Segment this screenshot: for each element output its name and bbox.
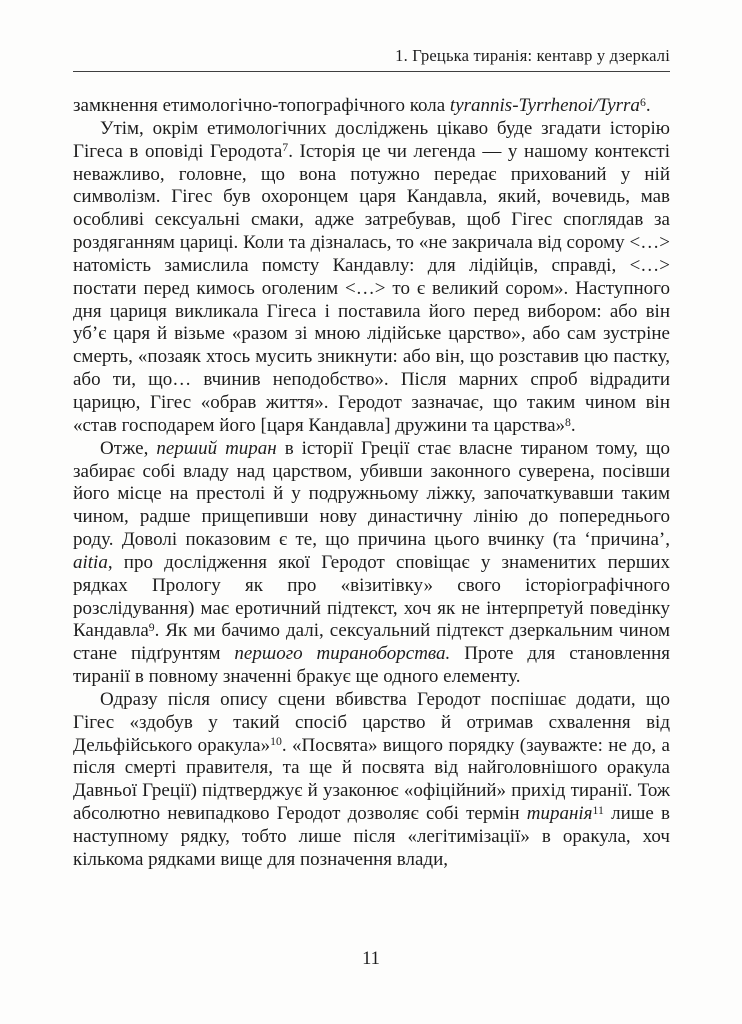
text-run: . (570, 414, 576, 436)
text-run: Утім, окрім етимологічних досліджень цікаво буде згадати історію Гігеса в оповіді Геродота (73, 117, 670, 162)
paragraph-4 (73, 689, 670, 872)
text-run: Проте для становлення тиранії в повному значенні бракує ще одного елементу. (73, 643, 670, 688)
page-number: 11 (362, 949, 380, 969)
emphasis-text-run: перший тиран (156, 437, 277, 459)
footnote-ref: 9 (148, 621, 155, 635)
text-run: Отже, (100, 437, 157, 459)
text-run: Одразу після опису сцени вбивства Геродот поспішає додати, що Гігес «здобув у такий спосіб царство й отримав схвалення від Дельфійського оракула» (73, 688, 670, 756)
footnote-ref: 10 (270, 735, 282, 749)
text-run: в історії Греції стає власне тираном тому, що забирає собі владу над царством, убивши законного суверена, посівши його місце на престолі й у подружньому ліжку, започаткувавши таким чином, радше прищепивши нову династичну лінію до попереднього роду. Доволі показовим є те, що причина цього вчинку (та ‘причина’, (73, 437, 670, 551)
text-run: . Як ми бачимо далі, сексуальний підтекст дзеркальним чином стане підґрунтям (73, 620, 670, 665)
text-run: . (645, 95, 651, 116)
chapter-title: 1. Грецька тиранія: кентавр у дзеркалі (395, 46, 670, 65)
emphasis-text-run: tyrannis-Tyrrhenoi/Tyrra (449, 95, 640, 116)
body-text (73, 95, 670, 872)
text-run: , про дослідження якої Геродот сповіщає у знаменитих перших рядках Прологу як про «візитівку» свого історіографічного розслідування) має еротичний підтекст, хоч як не інтерпретуй поведінку Кандавла (73, 551, 670, 642)
text-run: замкнення етимологічно-топографічного кола (73, 95, 450, 116)
emphasis-text-run: aitia (73, 551, 108, 573)
text-run: . Історія це чи легенда — у нашому контексті неважливо, головне, що вона потужно передає прихований у ній символізм. Гігес був охоронцем царя Кандавла, який, вочевидь, мав особливі сексуальні смаки, адже затребував, щоб Гігес споглядав за роздяганням цариці. Коли та дізналась, то «не закричала від сорому <…> натомість замислила помсту Кандавлу: для лідійців, справді, <…> постати перед кимось оголеним <…> то є великий сором». Наступного дня цариця викликала Гігеса і поставила його перед вибором: або він уб’є царя й візьме «разом зі мною лідійське царство», або сам зустріне смерть, «позаяк хтось мусить зникнути: або він, що розставив цю пастку, або ти, що… вчинив неподобство». Після марних спроб відрадити царицю, Гігес «обрав життя». Геродот зазначає, що таким чином він «став господарем його [царя Кандавла] дружини та царства» (73, 140, 670, 436)
text-run: . «Посвята» вищого порядку (зауважте: не до, а після смерті правителя, та ще й посвята від найголовнішого оракула Давньої Греції) підтверджує й узаконює «офіційний» прихід тиранії. Тож абсолютно невипадково Геродот дозволяє собі термін (73, 734, 670, 825)
header-rule (73, 71, 670, 72)
footnote-ref: 8 (565, 415, 571, 429)
footnote-ref: 7 (282, 141, 289, 155)
footnote-ref: 11 (592, 803, 604, 817)
paragraph-2 (73, 118, 670, 438)
emphasis-text-run: першого тираноборства. (234, 643, 451, 665)
text-run: лише в наступному рядку, тобто лише після «легітимізації» в оракула, хоч кількома рядками вище для позначення влади, (73, 803, 671, 870)
footnote-ref: 6 (639, 95, 646, 109)
paragraph-1 (73, 95, 670, 118)
emphasis-text-run: тиранія (526, 803, 593, 825)
paragraph-3 (73, 438, 670, 689)
running-header (73, 46, 670, 66)
